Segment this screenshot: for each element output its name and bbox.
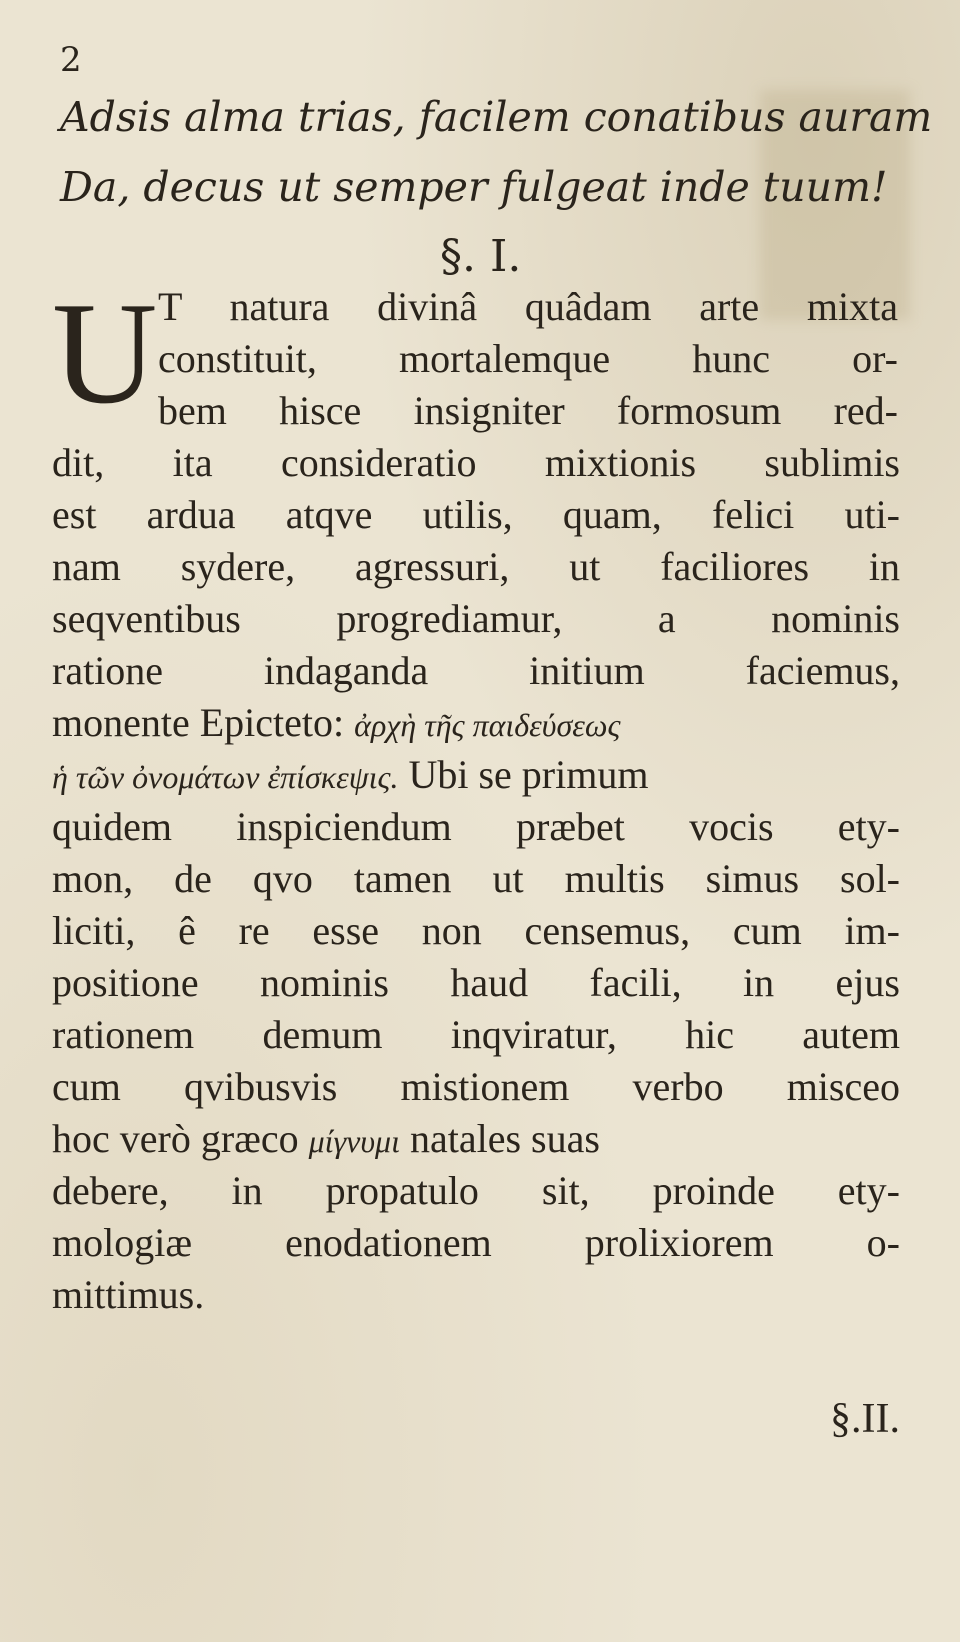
body-text: monente Epicteto: [52, 700, 345, 745]
verse-line-2: Da, decus ut semper fulgeat inde tuum! [60, 163, 888, 211]
body-line: ratione indaganda initium faciemus, [52, 648, 900, 693]
body-line: cum qvibusvis mistionem verbo misceo [52, 1064, 900, 1109]
greek-quote-part-2: ἡ τῶν ὀνομάτων ἐπίσκεψις. [52, 759, 399, 795]
drop-cap: U [52, 272, 158, 434]
body-line: constituit, mortalemque hunc or- [158, 336, 898, 381]
body-line: seqventibus progrediamur, a nominis [52, 596, 900, 641]
body-line: est ardua atqve utilis, quam, felici uti- [52, 492, 900, 537]
body-line: T natura divinâ quâdam arte mixta [158, 284, 898, 329]
greek-quote-part-1: ἀρχὴ τῆς παιδεύσεως [354, 707, 621, 743]
body-line: nam sydere, agressuri, ut faciliores in [52, 544, 900, 589]
body-line: mologiæ enodationem prolixiorem o- [52, 1220, 900, 1265]
body-line: liciti, ê re esse non censemus, cum im- [52, 908, 900, 953]
body-line: bem hisce insigniter formosum red- [158, 388, 898, 433]
body-text: hoc verò græco [52, 1116, 299, 1161]
body-line: debere, in propatulo sit, proinde ety- [52, 1168, 900, 1213]
body-line: dit, ita consideratio mixtionis sublimis [52, 440, 900, 485]
greek-word: μίγνυμι [308, 1123, 400, 1159]
verse-line-1: Adsis alma trias, facilem conatibus auram [60, 93, 933, 141]
catchword: §.II. [830, 1396, 900, 1442]
body-text: natales suas [410, 1116, 600, 1161]
body-line: positione nominis haud facili, in ejus [52, 960, 900, 1005]
page-number: 2 [60, 40, 82, 80]
body-line: rationem demum inqviratur, hic autem [52, 1012, 900, 1057]
body-line: mittimus. [52, 1272, 205, 1317]
body-line: quidem inspiciendum præbet vocis ety- [52, 804, 900, 849]
section-heading: §. I. [440, 231, 522, 282]
body-line-with-quote [52, 750, 900, 802]
body-line-with-quote [52, 698, 900, 750]
body-text: Ubi se primum [408, 752, 649, 797]
body-line: mon, de qvo tamen ut multis simus sol- [52, 856, 900, 901]
body-line-with-greek-word [52, 1114, 900, 1166]
